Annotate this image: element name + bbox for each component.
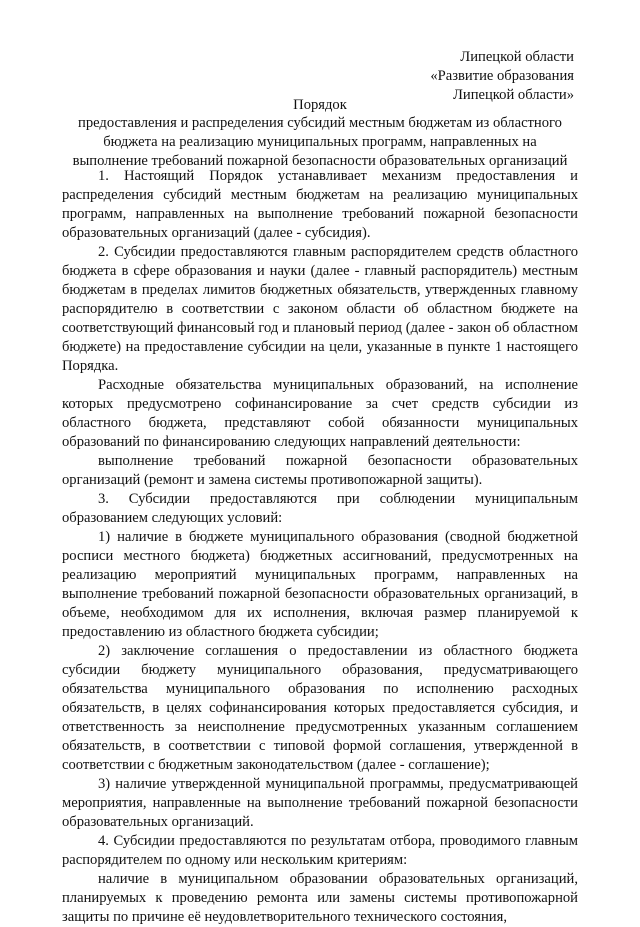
paragraph-expense-obligations: Расходные обязательства муниципальных образований, на исполнение которых предусмотрено софинансирование за счет средств субсидии из областного бюджета, представляют собой обязанности муниципальных образований по финансированию следующих направлений деятельности: (62, 377, 578, 450)
condition-2: 2) заключение соглашения о предоставлении из областного бюджета субсидии бюджету муниципального образования, предусматривающего обязательства муниципального образования по исполнению расходных обязательств, в целях софинансирования которых предоставляется субсидия, и ответственность за неисполнение предусмотренных указанным соглашением обязательств, в соответствии с типовой формой соглашения, утвержденной в соответствии с бюджетным законодательством (далее - соглашение); (62, 643, 578, 773)
paragraph-4: 4. Субсидии предоставляются по результатам отбора, проводимого главным распорядителем по одному или нескольким критериям: (62, 833, 578, 868)
condition-3: 3) наличие утвержденной муниципальной программы, предусматривающей мероприятия, направленные на выполнение требований пожарной безопасности образовательных организаций. (62, 776, 578, 830)
document-title: Порядок (293, 97, 347, 113)
header-line: Липецкой области (460, 49, 574, 65)
subtitle-line: выполнение требований пожарной безопасности образовательных организаций (72, 153, 568, 169)
criterion-1: наличие в муниципальном образовании образовательных организаций, планируемых к проведению ремонта или замены системы противопожарной защиты по причине её неудовлетворительного технического состояния, (62, 871, 578, 925)
paragraph-2: 2. Субсидии предоставляются главным распорядителем средств областного бюджета в сфере образования и науки (далее - главный распорядитель) местным бюджетам в пределах лимитов бюджетных обязательств, утвержденных главному распорядителю в соответствии с законом области об областном бюджете на соответствующий финансовый год и плановый период (далее - закон об областном бюджете) на предоставление субсидии на цели, указанные в пункте 1 настоящего Порядка. (62, 244, 578, 374)
header-line: «Развитие образования (430, 68, 574, 84)
header-line: Липецкой области» (453, 87, 574, 103)
document-body (62, 167, 578, 927)
paragraph-1: 1. Настоящий Порядок устанавливает механизм предоставления и распределения субсидий местным бюджетам на реализацию муниципальных программ, направленных на выполнение требований пожарной безопасности образовательных организаций (далее - субсидия). (62, 168, 578, 241)
paragraph-3: 3. Субсидии предоставляются при соблюдении муниципальным образованием следующих условий: (62, 491, 578, 526)
condition-1: 1) наличие в бюджете муниципального образования (сводной бюджетной росписи местного бюджета) бюджетных ассигнований, предусмотренных на реализацию мероприятий муниципальных программ, направленных на выполнение требований пожарной безопасности образовательных организаций, в объеме, необходимом для их исполнения, включая размер планируемой к предоставлению из областного бюджета субсидии; (62, 529, 578, 640)
subtitle-line: предоставления и распределения субсидий местным бюджетам из областного (78, 115, 562, 131)
subtitle-line: бюджета на реализацию муниципальных программ, направленных на (103, 134, 537, 150)
paragraph-activity-direction: выполнение требований пожарной безопасности образовательных организаций (ремонт и замена системы противопожарной защиты). (62, 453, 578, 488)
document-subtitle (62, 114, 578, 171)
